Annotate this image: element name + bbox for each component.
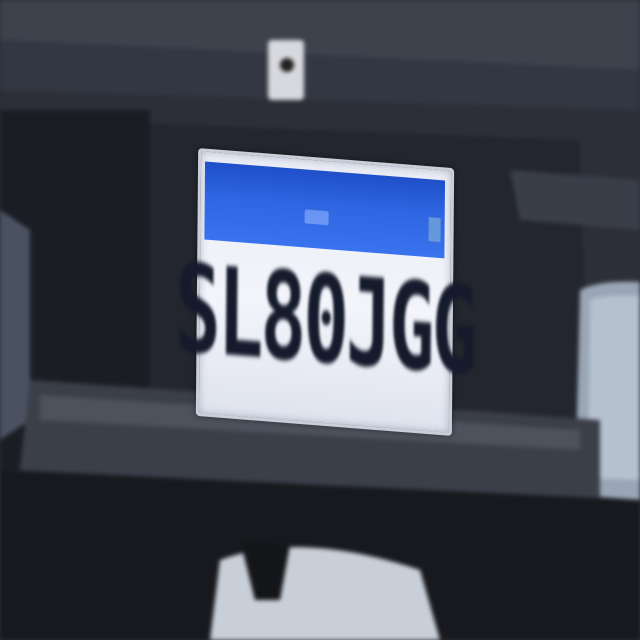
plate-number: SL80JGG (174, 236, 476, 402)
license-plate (174, 148, 476, 436)
